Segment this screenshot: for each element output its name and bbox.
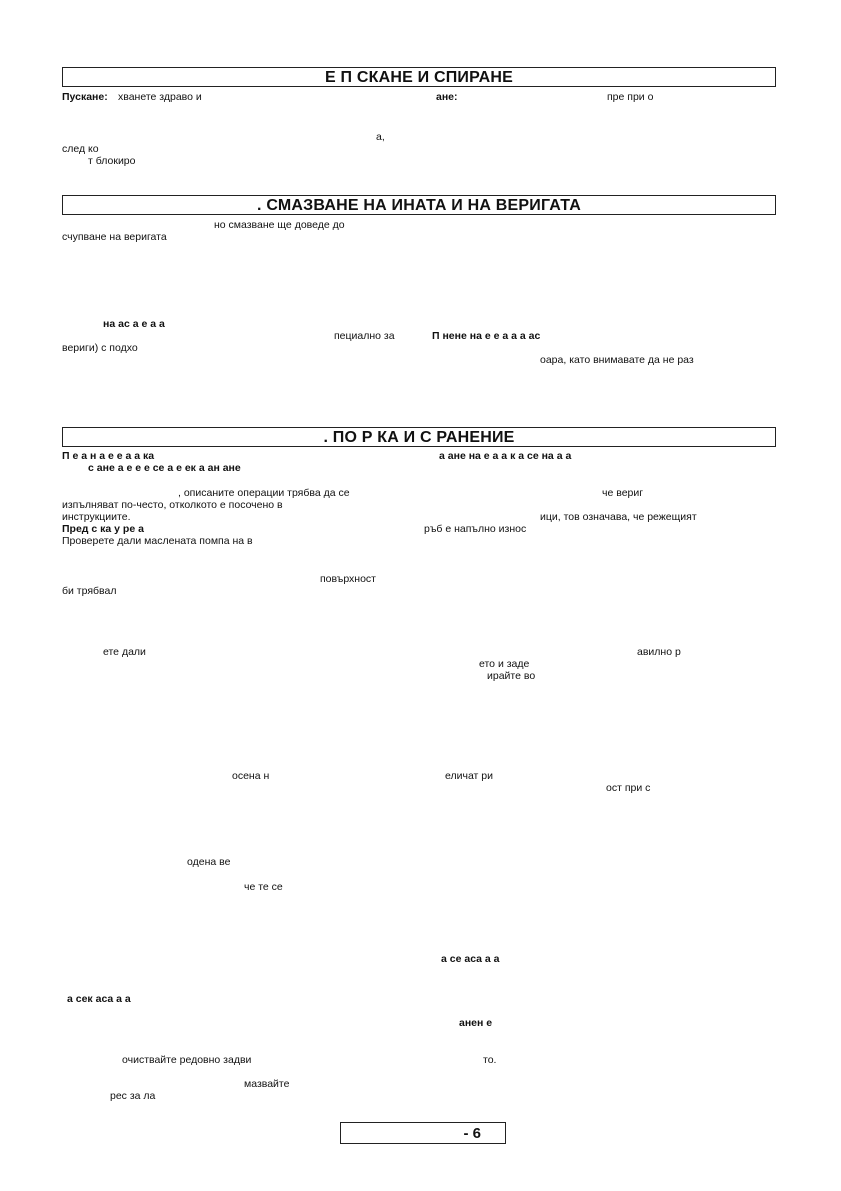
text-line: ете дали [103,646,146,658]
text-line: след ко [62,143,99,155]
text-line: ирайте во [487,670,536,682]
text-line: ост при с [606,782,651,794]
text-line: П нене на е е а а а ас [432,330,541,342]
text-line: хванете здраво и [118,91,202,103]
text-line: би трябвал [62,585,117,597]
text-line: че те се [244,881,283,893]
text-line: ръб е напълно износ [424,523,527,535]
text-line: еличат ри [445,770,493,782]
text-line: авилно р [637,646,681,658]
text-line: Проверете дали маслената помпа на в [62,535,253,547]
text-line: анен е [459,1017,493,1029]
text-line: а се аса а а [441,953,500,965]
text-line: ето и заде [479,658,530,670]
text-line: т блокиро [88,155,136,167]
text-line: П е а н а е е а а ка [62,450,155,462]
text-line: с ане а е е е се а е ек а ан ане [88,462,241,474]
text-line: а сек аса а а [67,993,131,1005]
text-line: Пускане: [62,91,108,103]
text-line: изпълняват по-често, отколкото е посочено в [62,499,283,511]
text-line: одена ве [187,856,231,868]
text-line: то. [483,1054,497,1066]
text-line: но смазване ще доведе до [214,219,345,231]
section-title-maintenance: . ПО Р КА И С РАНЕНИЕ [62,427,776,447]
section-title-start-stop: Е П СКАНЕ И СПИРАНЕ [62,67,776,87]
text-line: пре при о [607,91,654,103]
text-line: рес за ла [110,1090,156,1102]
text-line: инструкциите. [62,511,131,523]
text-line: а, [376,131,385,143]
text-line: мазвайте [244,1078,290,1090]
text-line: а ане на е а а к а се на а а [439,450,572,462]
text-line: ане: [436,91,458,103]
section-title-lubrication: . СМАЗВАНЕ НА ИНАТА И НА ВЕРИГАТА [62,195,776,215]
text-line: ици, тов означава, че режещият [540,511,697,523]
text-line: вериги) с подхо [62,342,138,354]
text-line: повърхност [320,573,376,585]
text-line: оара, като внимавате да не раз [540,354,694,366]
page-number: - 6 [340,1122,506,1144]
text-line: счупване на веригата [62,231,167,243]
text-line: очиствайте редовно задви [122,1054,252,1066]
text-line: пециално за [334,330,395,342]
text-line: осена н [232,770,270,782]
text-line: на ас а е а а [103,318,165,330]
text-line: че вериг [602,487,644,499]
text-line: Пред с ка у ре а [62,523,144,535]
text-line: , описаните операции трябва да се [178,487,350,499]
